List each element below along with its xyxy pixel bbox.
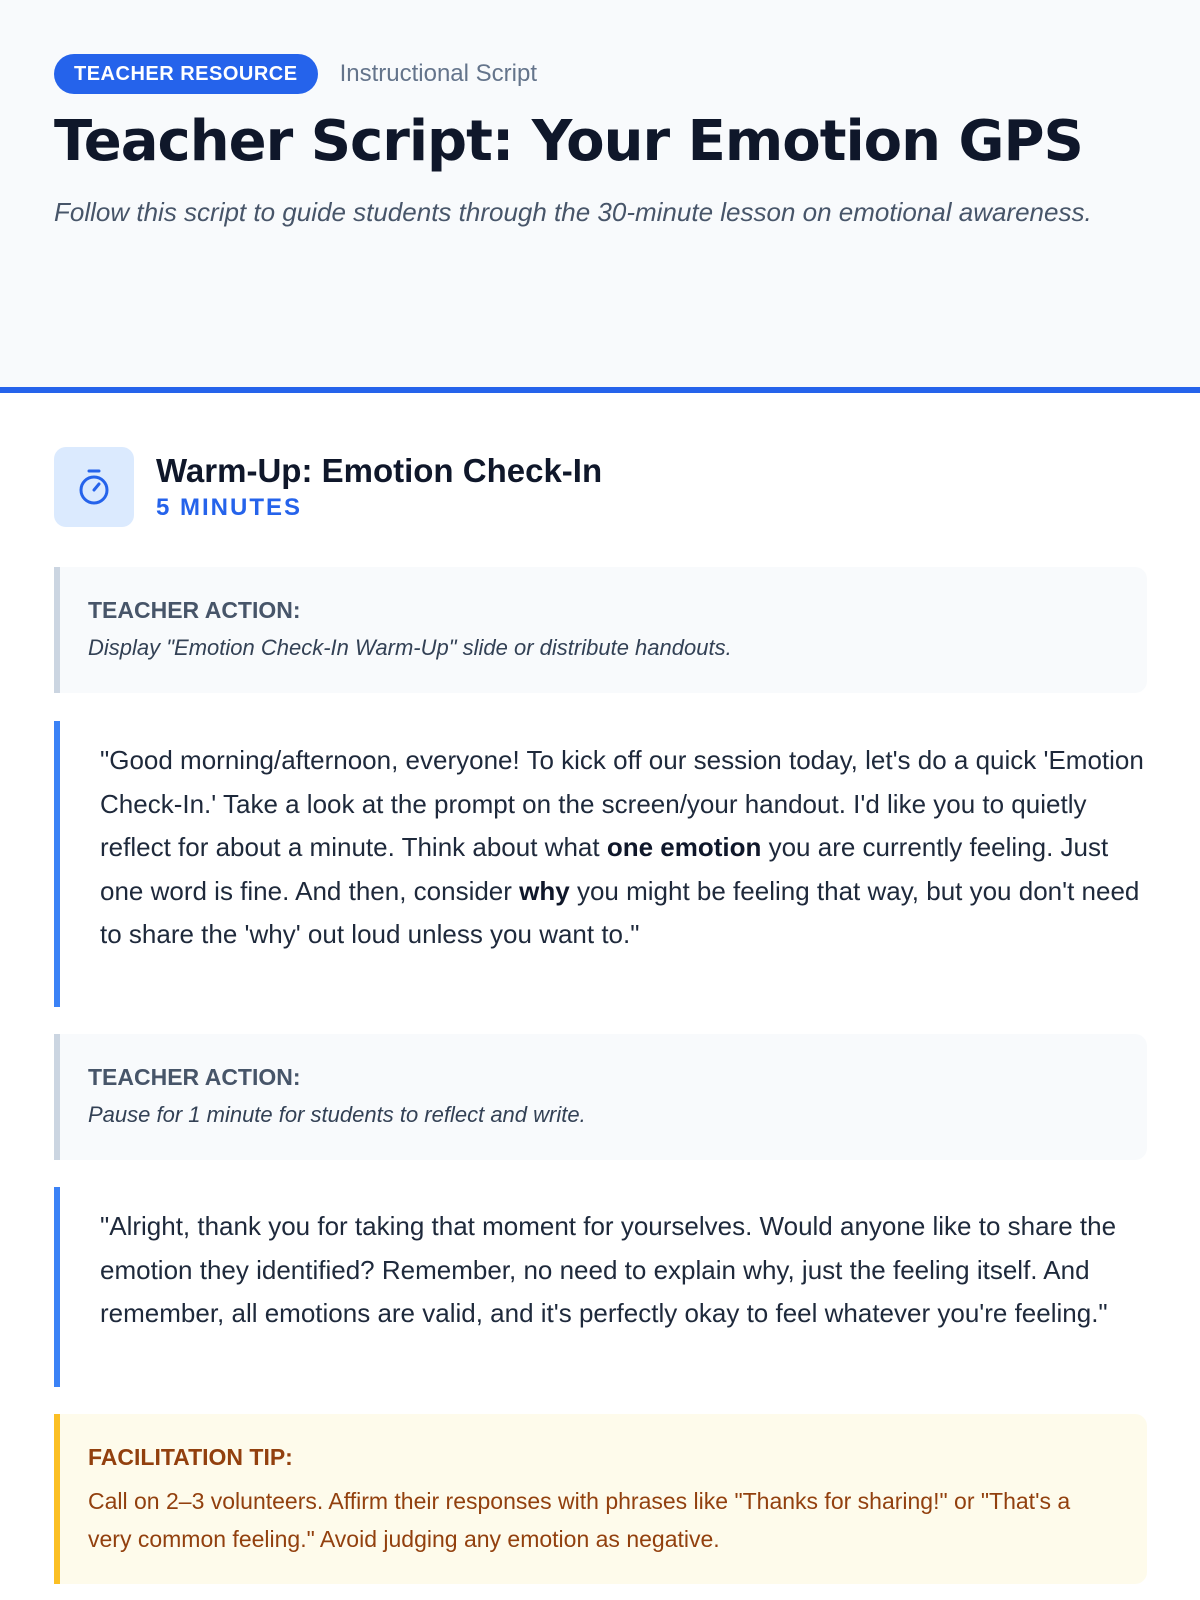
resource-badge: TEACHER RESOURCE xyxy=(54,54,318,94)
section-heading xyxy=(156,451,602,523)
speech-text-part: you are currently feeling. Just one word is fine. And then, consider xyxy=(100,832,1109,906)
page-header xyxy=(0,0,1200,393)
teacher-action-text: Display "Emotion Check-In Warm-Up" slide or distribute handouts. xyxy=(88,635,732,660)
tag-row xyxy=(54,54,1146,94)
teacher-action-text: Pause for 1 minute for students to reflect and write. xyxy=(88,1102,586,1127)
page-title: Teacher Script: Your Emotion GPS xyxy=(54,109,1083,174)
speech-emphasis: one emotion xyxy=(606,832,762,862)
page-subtitle: Follow this script to guide students through the 30-minute lesson on emotional awareness. xyxy=(54,197,1092,227)
teacher-action-2 xyxy=(54,1034,1147,1160)
teacher-action-1 xyxy=(54,567,1147,693)
teacher-action-label: TEACHER ACTION: xyxy=(88,597,301,623)
tip-label: FACILITATION TIP: xyxy=(88,1444,293,1470)
section-header xyxy=(54,447,602,527)
facilitation-tip xyxy=(54,1414,1147,1584)
stopwatch-icon xyxy=(54,447,134,527)
speech-text: "Alright, thank you for taking that moment for yourselves. Would anyone like to share the emotion they identified? Remember, no need to explain why, just the feeling itself. And remember, all emotions are valid, and it's perfectly okay to feel whatever you're feeling." xyxy=(100,1211,1117,1328)
section-duration: 5 MINUTES xyxy=(156,494,303,521)
category-label: Instructional Script xyxy=(339,60,537,87)
teacher-speech-1 xyxy=(54,721,1147,1007)
speech-text-part: you might be feeling that way, but you don't need to share the 'why' out loud unless you want to." xyxy=(100,875,1140,949)
tip-text: Call on 2–3 volunteers. Affirm their responses with phrases like "Thanks for sharing!" or "That's a very common feeling." Avoid judging any emotion as negative. xyxy=(88,1488,1071,1552)
section-title: Warm-Up: Emotion Check-In xyxy=(156,452,603,489)
teacher-speech-2 xyxy=(54,1187,1147,1387)
speech-text-part: "Good morning/afternoon, everyone! To kick off our session today, let's do a quick 'Emotion Check-In.' Take a look at the prompt on the screen/your handout. I'd like you to quietly reflect for about a minute. Think about what xyxy=(100,745,1144,862)
speech-emphasis: why xyxy=(519,875,570,906)
teacher-action-label: TEACHER ACTION: xyxy=(88,1064,301,1090)
